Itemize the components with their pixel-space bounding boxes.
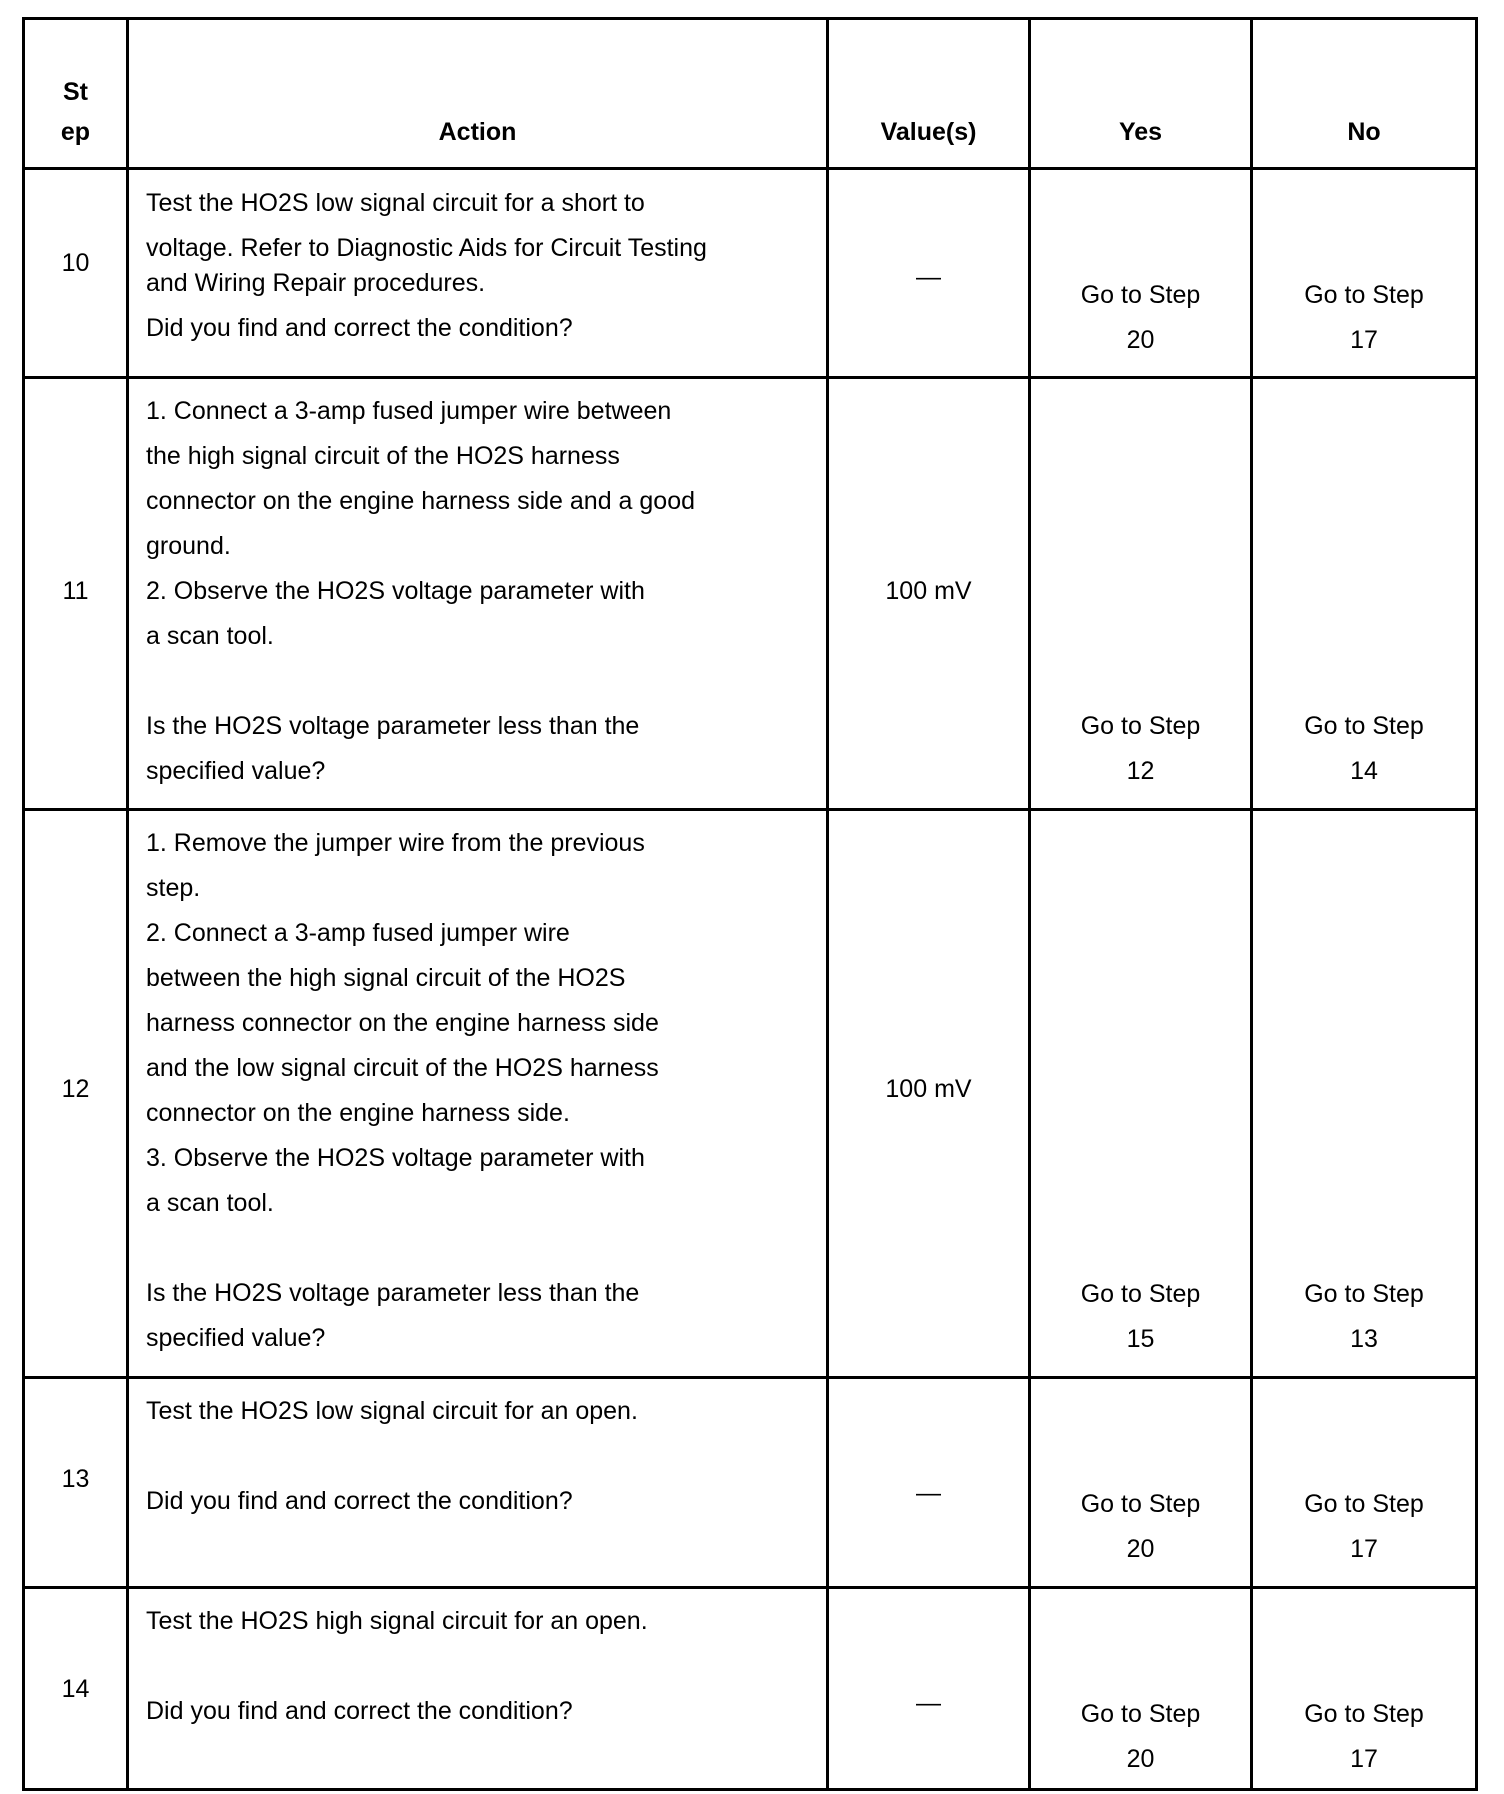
value-text: — [916,1479,941,1507]
yes-goto-step: Go to Step 20 [1080,1490,1201,1563]
yes-goto-step: Go to Step 20 [1080,1700,1201,1773]
no-goto-step: Go to Step 13 [1304,1280,1424,1353]
step-number: 12 [61,1075,90,1103]
table-border-bottom [22,1788,1478,1791]
column-divider [126,17,129,1791]
no-goto-step: Go to Step 17 [1304,1700,1424,1773]
table-border-top [22,17,1478,20]
row-divider [22,1586,1478,1589]
step-number: 14 [61,1675,90,1703]
yes-goto-step: Go to Step 12 [1080,712,1201,785]
value-text: 100 mV [885,577,972,605]
no-goto-step: Go to Step 17 [1304,1490,1424,1563]
value-text: — [916,263,941,291]
header-step: St ep [60,78,91,146]
no-goto-step: Go to Step 14 [1304,712,1424,785]
header-yes: Yes [1118,118,1163,146]
action-text: 1. Remove the jumper wire from the previous step. 2. Connect a 3-amp fused jumper wire between the high signal circuit of the HO2S harness connector on the engine harness side and the low signal circuit of the HO2S harness connector on the engine harness side. 3. Observe the HO2S voltage parameter with a scan tool. Is the HO2S voltage parameter less than the specified value? [146,829,659,1352]
header-no: No [1347,118,1381,146]
action-text: Test the HO2S low signal circuit for an open. Did you find and correct the condition? [146,1397,638,1515]
yes-goto-step: Go to Step 20 [1080,281,1201,354]
step-number: 11 [62,577,89,605]
header-action: Action [438,118,517,146]
yes-goto-step: Go to Step 15 [1080,1280,1201,1353]
row-divider [22,808,1478,811]
table-border-left [22,17,25,1791]
header-values: Value(s) [880,118,977,146]
value-text: 100 mV [885,1075,972,1103]
diagnostic-table [22,17,1478,1791]
row-divider [22,167,1478,170]
action-text: Test the HO2S low signal circuit for a short to voltage. Refer to Diagnostic Aids for Circuit Testing and Wiring Repair procedures. Did you find and correct the condition? [146,189,707,342]
action-text: Test the HO2S high signal circuit for an open. Did you find and correct the condition? [146,1607,648,1725]
row-divider [22,1376,1478,1379]
row-divider [22,376,1478,379]
table-border-right [1475,17,1478,1791]
value-text: — [916,1689,941,1717]
action-text: 1. Connect a 3-amp fused jumper wire between the high signal circuit of the HO2S harness connector on the engine harness side and a good ground. 2. Observe the HO2S voltage parameter with a scan tool. Is the HO2S voltage parameter less than the specified value? [146,397,696,785]
no-goto-step: Go to Step 17 [1304,281,1424,354]
step-number: 10 [61,249,90,277]
step-number: 13 [61,1465,90,1493]
